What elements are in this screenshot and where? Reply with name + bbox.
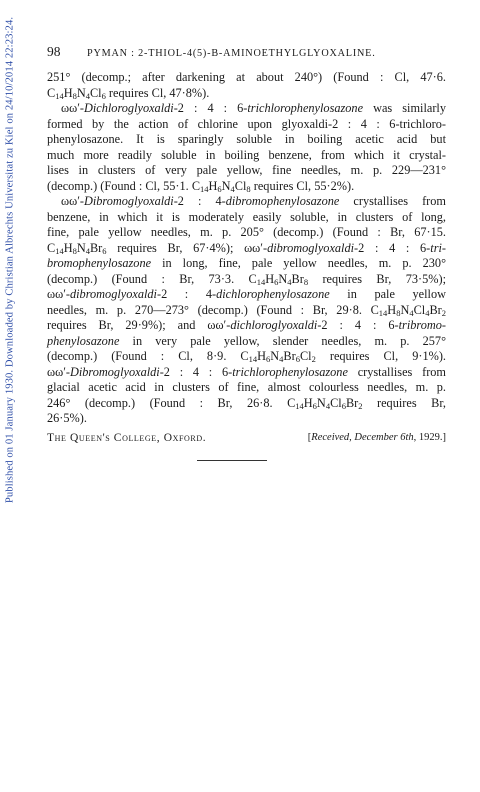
body-line: 26·5%). (47, 411, 87, 425)
body-line: glacial acetic acid in clusters of fine, almost colourless needles, m. p. (47, 380, 446, 394)
body-line: $C_{14}H_8N_4Br_6$ requires Br, 67·4%); ωω′-dibromoglyoxaldi-2 : 4 : 6-tri- (47, 240, 446, 256)
page-header (47, 44, 446, 62)
body-line: needles, m. p. 270—273° (decomp.) (Found : Br, 29·8. $C_{14}H_8N_4Cl_4Br_2$ (47, 302, 446, 318)
body-line: ωω′-dibromoglyoxaldi-2 : 4-dichlorophenylosazone in pale yellow (47, 287, 446, 301)
publication-download-note: Published on 01 January 1930. Downloaded by Christian Albrechts Universitat zu Kiel on 24/10/2014 22:23:24. (4, 16, 16, 504)
body-line: lises in clusters of very pale yellow, fine needles, m. p. 229—231° (47, 163, 446, 177)
body-line: ωω′-Dibromoglyoxaldi-2 : 4-dibromophenylosazone crystallises from (61, 194, 446, 208)
side-margin-note (3, 0, 17, 520)
paper-page (47, 44, 446, 461)
body-line: requires Br, 29·9%); and ωω′-dichloroglyoxaldi-2 : 4 : 6-tribromo- (47, 318, 446, 332)
signature-line (47, 432, 446, 444)
body-line: 251° (decomp.; after darkening at about 240°) (Found : Cl, 47·6. (47, 70, 446, 84)
body-line: bromophenylosazone in long, fine, pale yellow needles, m. p. 230° (47, 256, 446, 270)
body-line: formed by the action of chlorine upon glyoxaldi-2 : 4 : 6-trichloro- (47, 116, 446, 131)
body-line: ωω′-Dichloroglyoxaldi-2 : 4 : 6-trichlorophenylosazone was similarly (61, 101, 446, 115)
body-line: (decomp.) (Found : Cl, 55·1. $C_{14}H_6N_4Cl_8$ requires Cl, 55·2%). (47, 178, 355, 194)
body-line: (decomp.) (Found : Cl, 8·9. $C_{14}H_6N_4Br_6Cl_2$ requires Cl, 9·1%). (47, 349, 447, 364)
body-line: 246° (decomp.) (Found : Br, 26·8. $C_{14}H_6N_4Cl_6Br_2$ requires Br, (47, 395, 446, 411)
received-date: [Received, December 6th, 1929.] (307, 431, 446, 443)
body-line: much more readily soluble in boiling benzene, from which it crystal- (47, 147, 446, 162)
page-number: 98 (47, 44, 61, 59)
body-line: ωω′-Dibromoglyoxaldi-2 : 4 : 6-trichlorophenylosazone crystallises from (47, 364, 446, 379)
body-line: $C_{14}H_8N_4Cl_6$ requires Cl, 47·8%). (47, 85, 210, 101)
body-line: (decomp.) (Found : Br, 73·3. $C_{14}H_6N_4Br_8$ requires Br, 73·5%); (47, 271, 446, 287)
institution: The Queen's College, Oxford. (47, 431, 207, 444)
closing-rule (197, 460, 267, 461)
body-line: benzene, in which it is moderately easily soluble, in clusters of long, (47, 209, 446, 224)
article-body (47, 70, 446, 427)
body-line: phenylosazone. It is sparingly soluble in boiling acetic acid but (47, 132, 446, 146)
running-title: PYMAN : 2-THIOL-4(5)-Β-AMINOETHYLGLYOXALINE. (87, 48, 376, 59)
body-line: fine, pale yellow needles, m. p. 205° (decomp.) (Found : Br, 67·15. (47, 225, 446, 239)
body-line: phenylosazone in very pale yellow, slender needles, m. p. 257° (47, 333, 446, 348)
